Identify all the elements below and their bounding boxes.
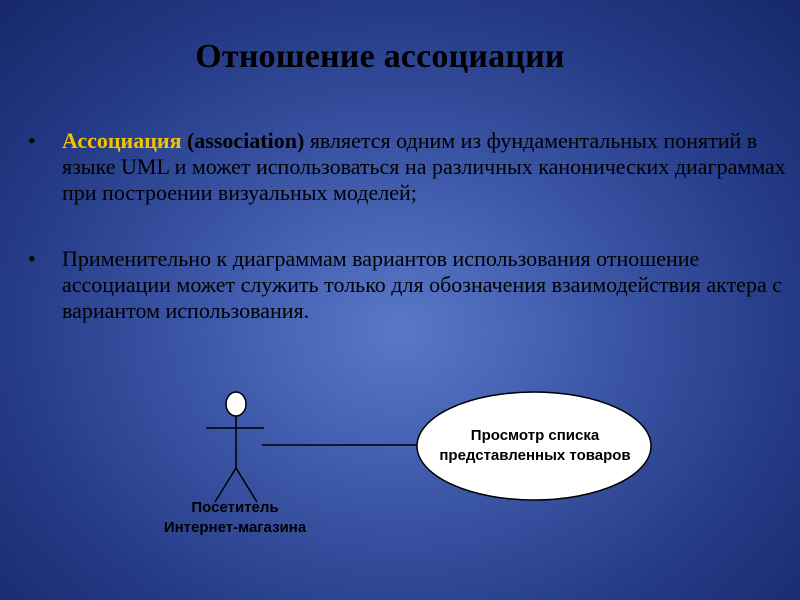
term-association: Ассоциация	[62, 128, 182, 153]
bullet-text: Применительно к диаграммам вариантов использования отношение ассоциации может служить только для обозначения взаимодействия актера с вариантом использования.	[62, 246, 782, 323]
actor-label-line1: Посетитель	[191, 499, 279, 516]
use-case-label-line2: представленных товаров	[439, 447, 631, 464]
actor-label	[150, 498, 320, 538]
actor-head	[226, 392, 246, 416]
bullet-text: является одним из фундаментальных понятий в языке UML и может использоваться на различных канонических диаграммах при построении визуальных моделей;	[62, 128, 786, 205]
actor-label-line2: Интернет-магазина	[163, 519, 307, 536]
actor-left-leg	[215, 468, 236, 502]
actor-right-leg	[236, 468, 257, 502]
bullet-marker: •	[28, 128, 36, 153]
term-association-en: (association)	[186, 128, 305, 153]
use-case-label	[420, 426, 650, 466]
actor-figure	[206, 392, 264, 502]
bullet-marker: •	[28, 246, 36, 271]
use-case-label-line1: Просмотр списка	[470, 427, 600, 444]
slide-title: Отношение ассоциации	[195, 38, 565, 75]
